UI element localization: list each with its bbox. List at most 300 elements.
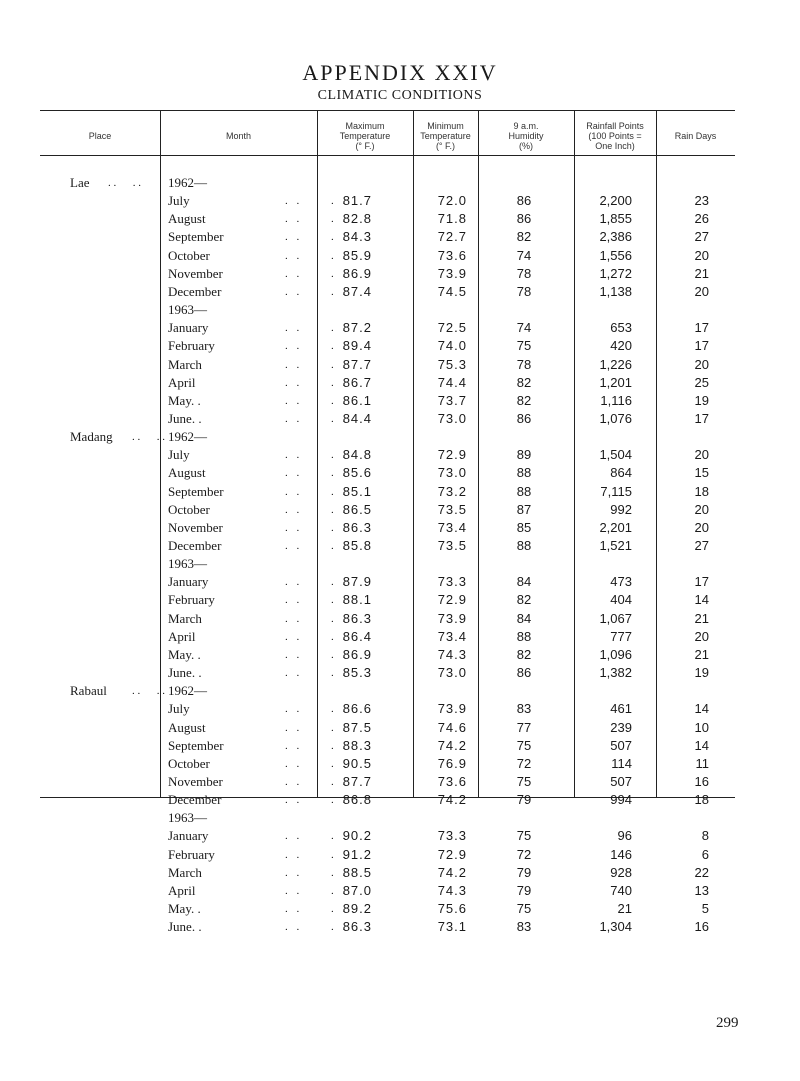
page-subtitle: CLIMATIC CONDITIONS — [317, 88, 483, 103]
month-cell: June. . — [168, 919, 202, 935]
month-cell: May. . — [168, 901, 201, 916]
rainfall-cell: 420 — [610, 338, 632, 354]
table-row — [0, 483, 800, 501]
max-temp-cell: 86.3 — [342, 610, 372, 626]
table-row — [0, 773, 800, 791]
table-row — [0, 719, 800, 737]
leader-dots: . . . . — [285, 485, 349, 498]
table-top-rule — [40, 110, 735, 111]
rain-days-cell: 8 — [701, 828, 709, 844]
min-temp-cell: 74.2 — [437, 864, 467, 880]
rainfall-cell: 146 — [610, 846, 632, 862]
rainfall-cell: 473 — [610, 574, 632, 590]
min-temp-cell: 75.6 — [437, 901, 467, 916]
rainfall-cell: 507 — [610, 737, 632, 753]
rain-days-cell: 18 — [694, 792, 709, 808]
humidity-cell: 75 — [516, 828, 532, 844]
year-row — [0, 555, 800, 573]
min-temp-cell: 74.3 — [437, 646, 467, 662]
year-label: 1962— — [168, 175, 207, 190]
max-temp-cell: 87.9 — [342, 574, 372, 590]
leader-dots: . . . . — [285, 322, 349, 335]
min-temp-cell: 73.3 — [437, 574, 467, 590]
month-cell: November — [168, 519, 223, 535]
rainfall-cell: 461 — [610, 701, 632, 717]
min-temp-cell: 75.3 — [437, 356, 467, 372]
table-row — [0, 610, 800, 628]
min-temp-cell: 72.5 — [437, 320, 467, 336]
rainfall-cell: 864 — [610, 465, 632, 481]
month-cell: August — [168, 465, 206, 481]
leader-dots: . . . . — [285, 794, 349, 807]
table-row — [0, 846, 800, 864]
max-temp-cell: 85.3 — [342, 665, 372, 681]
humidity-cell: 78 — [516, 283, 532, 299]
max-temp-cell: 88.3 — [342, 737, 372, 753]
rain-days-cell: 5 — [701, 901, 709, 916]
leader-dots: . . . . — [285, 739, 349, 752]
table-row — [0, 247, 800, 265]
max-temp-cell: 86.9 — [342, 265, 372, 281]
month-cell: September — [168, 737, 224, 753]
rainfall-cell: 1,076 — [599, 410, 632, 426]
table-row — [0, 864, 800, 882]
leader-dots: . . . . — [285, 449, 349, 462]
max-temp-cell: 87.7 — [342, 773, 372, 789]
leader-dots: . . . . — [285, 576, 349, 589]
min-temp-cell: 73.0 — [437, 465, 467, 481]
humidity-cell: 88 — [516, 465, 532, 481]
leader-dots: . . . . — [285, 213, 349, 226]
header-month: Month — [225, 131, 251, 141]
max-temp-cell: 87.4 — [342, 283, 372, 299]
leader-dots: . . . . — [285, 866, 349, 879]
min-temp-cell: 74.2 — [437, 737, 467, 753]
rainfall-cell: 7,115 — [600, 483, 632, 499]
rain-days-cell: 16 — [694, 919, 709, 935]
leader-dots: . . . . — [285, 231, 349, 244]
rain-days-cell: 19 — [694, 392, 709, 408]
min-temp-cell: 72.0 — [437, 193, 467, 209]
max-temp-cell: 86.6 — [342, 701, 372, 717]
humidity-cell: 86 — [516, 665, 532, 681]
month-cell: July — [168, 193, 190, 209]
rain-days-cell: 20 — [694, 519, 709, 535]
month-cell: March — [168, 610, 202, 626]
rain-days-cell: 16 — [694, 773, 709, 789]
min-temp-cell: 73.7 — [437, 392, 467, 408]
leader-dots: . . . . — [285, 412, 349, 425]
max-temp-cell: 86.8 — [342, 792, 372, 808]
month-cell: February — [168, 846, 215, 862]
humidity-cell: 83 — [516, 919, 532, 935]
humidity-cell: 83 — [516, 701, 532, 717]
max-temp-cell: 87.0 — [342, 882, 372, 898]
year-label: 1962— — [168, 683, 207, 699]
table-row — [0, 827, 800, 845]
max-temp-cell: 90.5 — [342, 755, 372, 771]
leader-dots: . . . . — [285, 340, 349, 353]
table-row — [0, 446, 800, 464]
rainfall-cell: 1,556 — [599, 247, 632, 263]
table-row — [0, 519, 800, 537]
rainfall-cell: 1,067 — [599, 610, 632, 626]
rainfall-cell: 1,096 — [599, 646, 632, 662]
leader-dots: . . . . — [285, 848, 349, 861]
humidity-cell: 87 — [516, 501, 532, 517]
min-temp-cell: 73.6 — [437, 773, 467, 789]
leader-dots: . . . . — [285, 594, 349, 607]
max-temp-cell: 86.5 — [342, 501, 372, 517]
leader-dots: . . . . — [285, 503, 349, 516]
rainfall-cell: 994 — [610, 792, 632, 808]
table-row — [0, 464, 800, 482]
min-temp-cell: 72.9 — [437, 447, 467, 463]
humidity-cell: 74 — [516, 247, 532, 263]
table-row — [0, 700, 800, 718]
rainfall-cell: 1,382 — [599, 665, 632, 681]
table-row — [0, 192, 800, 210]
leader-dots: . . . . — [285, 195, 349, 208]
min-temp-cell: 73.2 — [437, 483, 467, 499]
humidity-cell: 78 — [516, 356, 532, 372]
month-cell: October — [168, 755, 210, 771]
min-temp-cell: 72.9 — [437, 846, 467, 862]
page-number: 299 — [716, 1015, 739, 1031]
table-row — [0, 228, 800, 246]
month-cell: June. . — [168, 665, 202, 681]
humidity-cell: 88 — [516, 538, 532, 553]
rainfall-cell: 777 — [610, 628, 632, 644]
year-row — [0, 682, 800, 700]
rain-days-cell: 11 — [695, 755, 709, 771]
min-temp-cell: 74.4 — [437, 374, 467, 390]
header-humidity: 9 a.m. Humidity (%) — [508, 121, 544, 151]
place-leader-dots: . . . . — [108, 177, 141, 189]
leader-dots: . . . . — [285, 903, 349, 915]
max-temp-cell: 85.6 — [342, 465, 372, 481]
rain-days-cell: 26 — [694, 211, 709, 227]
place-leader-dots: . . . . — [132, 431, 165, 444]
month-cell: November — [168, 265, 223, 281]
humidity-cell: 75 — [516, 773, 532, 789]
rainfall-cell: 1,138 — [599, 283, 632, 299]
humidity-cell: 79 — [516, 882, 532, 898]
humidity-cell: 77 — [516, 719, 532, 735]
rainfall-cell: 1,226 — [599, 356, 632, 372]
month-cell: August — [168, 211, 206, 227]
month-cell: November — [168, 773, 223, 789]
max-temp-cell: 87.5 — [342, 719, 372, 735]
month-cell: September — [168, 229, 224, 245]
month-cell: February — [168, 338, 215, 354]
humidity-cell: 84 — [516, 610, 532, 626]
month-cell: March — [168, 864, 202, 880]
max-temp-cell: 84.3 — [342, 229, 372, 245]
rainfall-cell: 653 — [610, 320, 632, 336]
rain-days-cell: 27 — [694, 538, 709, 553]
rainfall-cell: 404 — [610, 592, 632, 608]
table-row — [0, 283, 800, 301]
year-label: 1962— — [168, 429, 207, 445]
rainfall-cell: 96 — [617, 828, 632, 844]
rainfall-cell: 239 — [610, 719, 632, 735]
humidity-cell: 85 — [516, 519, 532, 535]
humidity-cell: 78 — [516, 265, 532, 281]
rainfall-cell: 2,386 — [599, 229, 632, 245]
rainfall-cell: 2,200 — [599, 193, 632, 209]
rain-days-cell: 25 — [694, 374, 709, 390]
table-row — [0, 501, 800, 519]
rain-days-cell: 23 — [694, 193, 709, 209]
humidity-cell: 86 — [516, 410, 532, 426]
min-temp-cell: 73.9 — [437, 610, 467, 626]
rain-days-cell: 20 — [694, 447, 709, 463]
table-row — [0, 356, 800, 374]
year-label: 1963— — [168, 556, 207, 572]
leader-dots: . . . . — [285, 721, 349, 734]
max-temp-cell: 87.2 — [342, 320, 372, 336]
rainfall-cell: 1,304 — [599, 919, 632, 935]
month-cell: February — [168, 592, 215, 608]
max-temp-cell: 86.4 — [342, 628, 372, 644]
table-row — [0, 392, 800, 410]
table-row — [0, 918, 800, 936]
min-temp-cell: 73.0 — [437, 410, 467, 426]
max-temp-cell: 91.2 — [342, 846, 372, 862]
max-temp-cell: 85.8 — [342, 538, 372, 553]
rainfall-cell: 2,201 — [599, 519, 632, 535]
humidity-cell: 82 — [516, 229, 532, 245]
rain-days-cell: 14 — [694, 737, 709, 753]
month-cell: April — [168, 374, 196, 390]
rain-days-cell: 14 — [694, 701, 709, 717]
table-row — [0, 591, 800, 609]
humidity-cell: 88 — [516, 628, 532, 644]
min-temp-cell: 74.2 — [437, 792, 467, 808]
month-cell: April — [168, 882, 196, 898]
min-temp-cell: 73.4 — [437, 628, 467, 644]
humidity-cell: 72 — [516, 846, 532, 862]
rain-days-cell: 21 — [694, 265, 709, 281]
month-cell: May. . — [168, 392, 201, 408]
table-row — [0, 319, 800, 337]
rainfall-cell: 1,272 — [599, 265, 632, 281]
table-row — [0, 737, 800, 755]
min-temp-cell: 74.6 — [437, 719, 467, 735]
rain-days-cell: 14 — [694, 592, 709, 608]
rain-days-cell: 19 — [694, 665, 709, 681]
rain-days-cell: 10 — [694, 719, 709, 735]
table-row — [0, 573, 800, 591]
min-temp-cell: 74.5 — [437, 283, 467, 299]
header-bottom-rule — [40, 155, 735, 156]
rain-days-cell: 13 — [694, 882, 709, 898]
leader-dots: . . . . — [285, 467, 349, 480]
rainfall-cell: 21 — [617, 901, 632, 916]
rain-days-cell: 17 — [694, 320, 709, 336]
table-row — [0, 210, 800, 228]
rain-days-cell: 6 — [701, 846, 709, 862]
month-cell: July — [168, 447, 190, 463]
leader-dots: . . . . — [285, 612, 349, 625]
humidity-cell: 79 — [516, 792, 532, 808]
month-cell: May. . — [168, 646, 201, 662]
rainfall-cell: 114 — [611, 755, 632, 771]
leader-dots: . . . . — [285, 394, 349, 407]
leader-dots: . . . . — [285, 376, 349, 389]
humidity-cell: 89 — [516, 447, 532, 463]
month-cell: October — [168, 247, 210, 263]
rain-days-cell: 20 — [694, 628, 709, 644]
page-title: APPENDIX XXIV — [302, 60, 498, 85]
rainfall-cell: 992 — [610, 501, 632, 517]
year-label: 1963— — [168, 810, 207, 826]
min-temp-cell: 74.3 — [437, 882, 467, 898]
month-cell: January — [168, 320, 209, 336]
humidity-cell: 79 — [516, 864, 532, 880]
leader-dots: . . . . — [285, 884, 349, 897]
leader-dots: . . . . — [285, 648, 349, 661]
month-cell: August — [168, 719, 206, 735]
month-cell: December — [168, 538, 222, 553]
leader-dots: . . . . — [285, 703, 349, 716]
table-row — [0, 265, 800, 283]
rainfall-cell: 507 — [610, 773, 632, 789]
humidity-cell: 75 — [516, 737, 532, 753]
rain-days-cell: 15 — [694, 465, 709, 481]
rain-days-cell: 21 — [694, 646, 709, 662]
leader-dots: . . . . — [285, 775, 349, 788]
min-temp-cell: 73.5 — [437, 538, 467, 553]
max-temp-cell: 82.8 — [342, 211, 372, 227]
leader-dots: . . . . — [285, 267, 349, 280]
min-temp-cell: 72.9 — [437, 592, 467, 608]
rain-days-cell: 21 — [694, 610, 709, 626]
leader-dots: . . . . — [285, 249, 349, 262]
min-temp-cell: 76.9 — [437, 755, 467, 771]
rainfall-cell: 1,855 — [599, 211, 632, 227]
rain-days-cell: 17 — [694, 574, 709, 590]
header-rainfall: Rainfall Points (100 Points = One Inch) — [586, 121, 644, 151]
place-leader-dots: . . . . — [132, 685, 165, 698]
table-row — [0, 882, 800, 900]
month-cell: December — [168, 283, 222, 299]
max-temp-cell: 90.2 — [342, 828, 372, 844]
max-temp-cell: 88.1 — [342, 592, 372, 608]
min-temp-cell: 73.9 — [437, 701, 467, 717]
min-temp-cell: 73.3 — [437, 828, 467, 844]
max-temp-cell: 84.4 — [342, 410, 372, 426]
max-temp-cell: 85.9 — [342, 247, 372, 263]
table-row — [0, 646, 800, 664]
leader-dots: . . . . — [285, 358, 349, 371]
max-temp-cell: 86.3 — [342, 519, 372, 535]
min-temp-cell: 71.8 — [437, 211, 467, 227]
leader-dots: . . . . — [285, 667, 349, 680]
min-temp-cell: 73.0 — [437, 665, 467, 681]
max-temp-cell: 89.2 — [342, 901, 372, 916]
max-temp-cell: 89.4 — [342, 338, 372, 354]
max-temp-cell: 86.7 — [342, 374, 372, 390]
leader-dots: . . . . — [285, 285, 349, 298]
max-temp-cell: 84.8 — [342, 447, 372, 463]
place-name: Madang — [70, 429, 113, 445]
table-row — [0, 755, 800, 773]
max-temp-cell: 86.3 — [342, 919, 372, 935]
min-temp-cell: 74.0 — [437, 338, 467, 354]
leader-dots: . . . . — [285, 757, 349, 770]
year-row — [0, 174, 800, 192]
humidity-cell: 84 — [516, 574, 532, 590]
header-place: Place — [88, 131, 112, 141]
rain-days-cell: 17 — [694, 338, 709, 354]
header-max-temp: Maximum Temperature (° F.) — [339, 121, 391, 151]
rainfall-cell: 740 — [610, 882, 632, 898]
month-cell: September — [168, 483, 224, 499]
min-temp-cell: 72.7 — [437, 229, 467, 245]
month-cell: March — [168, 356, 202, 372]
table-row — [0, 791, 800, 809]
place-name: Lae — [70, 175, 90, 190]
min-temp-cell: 73.9 — [437, 265, 467, 281]
min-temp-cell: 73.5 — [437, 501, 467, 517]
month-cell: July — [168, 701, 190, 717]
table-row — [0, 537, 800, 555]
table-row — [0, 628, 800, 646]
humidity-cell: 82 — [516, 374, 532, 390]
max-temp-cell: 81.7 — [342, 193, 372, 209]
month-cell: December — [168, 792, 222, 808]
rain-days-cell: 18 — [694, 483, 709, 499]
year-label: 1963— — [168, 302, 207, 318]
header-rain-days: Rain Days — [674, 131, 717, 141]
place-name: Rabaul — [70, 683, 107, 699]
table-row — [0, 337, 800, 355]
rain-days-cell: 20 — [694, 247, 709, 263]
humidity-cell: 72 — [516, 755, 532, 771]
leader-dots: . . . . — [285, 540, 349, 552]
rainfall-cell: 1,521 — [599, 538, 632, 553]
header-min-temp: Minimum Temperature (° F.) — [420, 121, 471, 151]
max-temp-cell: 85.1 — [342, 483, 372, 499]
month-cell: January — [168, 574, 209, 590]
max-temp-cell: 88.5 — [342, 864, 372, 880]
min-temp-cell: 73.4 — [437, 519, 467, 535]
table-row — [0, 374, 800, 392]
month-cell: October — [168, 501, 210, 517]
rain-days-cell: 17 — [694, 410, 709, 426]
humidity-cell: 86 — [516, 193, 532, 209]
year-row — [0, 809, 800, 827]
table-row — [0, 410, 800, 428]
humidity-cell: 82 — [516, 392, 532, 408]
month-cell: April — [168, 628, 196, 644]
leader-dots: . . . . — [285, 630, 349, 643]
table-row — [0, 900, 800, 918]
humidity-cell: 75 — [516, 338, 532, 354]
max-temp-cell: 86.9 — [342, 646, 372, 662]
humidity-cell: 82 — [516, 646, 532, 662]
rainfall-cell: 928 — [610, 864, 632, 880]
month-cell: June. . — [168, 410, 202, 426]
rain-days-cell: 22 — [694, 864, 709, 880]
humidity-cell: 74 — [516, 320, 532, 336]
humidity-cell: 82 — [516, 592, 532, 608]
max-temp-cell: 86.1 — [342, 392, 372, 408]
rain-days-cell: 20 — [694, 356, 709, 372]
rain-days-cell: 20 — [694, 501, 709, 517]
